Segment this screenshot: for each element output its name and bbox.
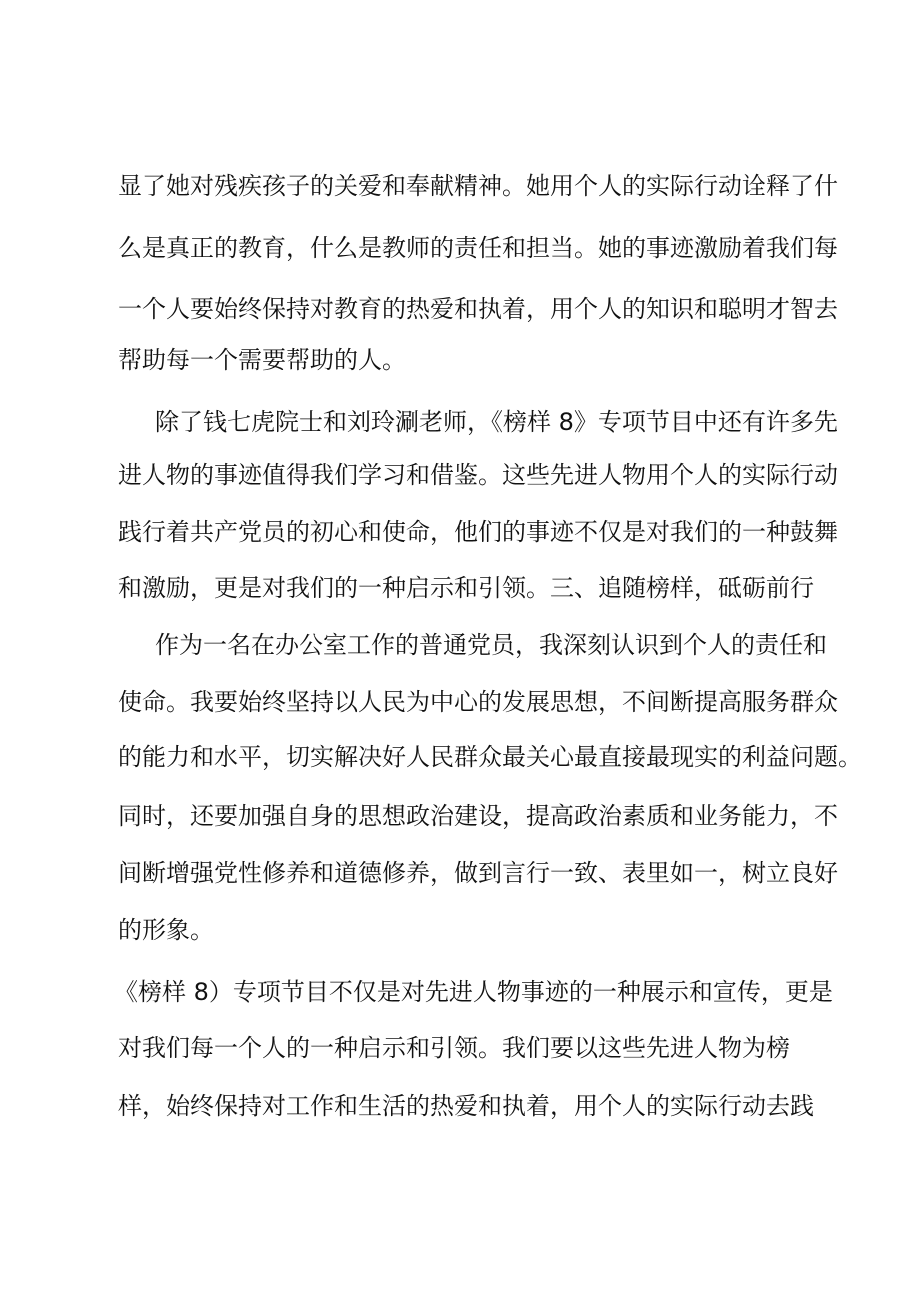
text-line: 样，始终保持对工作和生活的热爱和执着，用个人的实际行动去践 xyxy=(118,1092,814,1120)
text-line: 进人物的事迹值得我们学习和借鉴。这些先进人物用个人的实际行动 xyxy=(118,461,838,489)
text-line: 的能力和水平，切实解决好人民群众最关心最直接最现实的利益问题。 xyxy=(118,743,862,771)
text-line: 间断增强党性修养和道德修养，做到言行一致、表里如一，树立良好 xyxy=(118,859,838,887)
text-line: 对我们每一个人的一种启示和引领。我们要以这些先进人物为榜 xyxy=(118,1034,790,1062)
text-line: 和激励，更是对我们的一种启示和引领。三、追随榜样，砥砺前行 xyxy=(118,574,814,602)
paragraph-start-line: 除了钱七虎院士和刘玲涮老师，《榜样 8》专项节目中还有许多先 xyxy=(155,408,838,436)
paragraph-start-line: 作为一名在办公室工作的普通党员，我深刻认识到个人的责任和 xyxy=(155,631,827,659)
text-line: 同时，还要加强自身的思想政治建设，提高政治素质和业务能力，不 xyxy=(118,802,838,830)
text-line: 的形象。 xyxy=(118,916,214,944)
text-line: 显了她对残疾孩子的关爱和奉献精神。她用个人的实际行动诠释了什 xyxy=(118,172,838,200)
text-line: 践行着共产党员的初心和使命，他们的事迹不仅是对我们的一种鼓舞 xyxy=(118,518,838,546)
text-line: 一个人要始终保持对教育的热爱和执着，用个人的知识和聪明才智去 xyxy=(118,295,838,323)
text-line: 么是真正的教育，什么是教师的责任和担当。她的事迹激励着我们每 xyxy=(118,234,838,262)
text-line: 帮助每一个需要帮助的人。 xyxy=(118,346,406,374)
text-line: 《榜样 8）专项节目不仅是对先进人物事迹的一种展示和宣传，更是 xyxy=(114,978,833,1006)
text-line: 使命。我要始终坚持以人民为中心的发展思想，不间断提高服务群众 xyxy=(118,688,838,716)
